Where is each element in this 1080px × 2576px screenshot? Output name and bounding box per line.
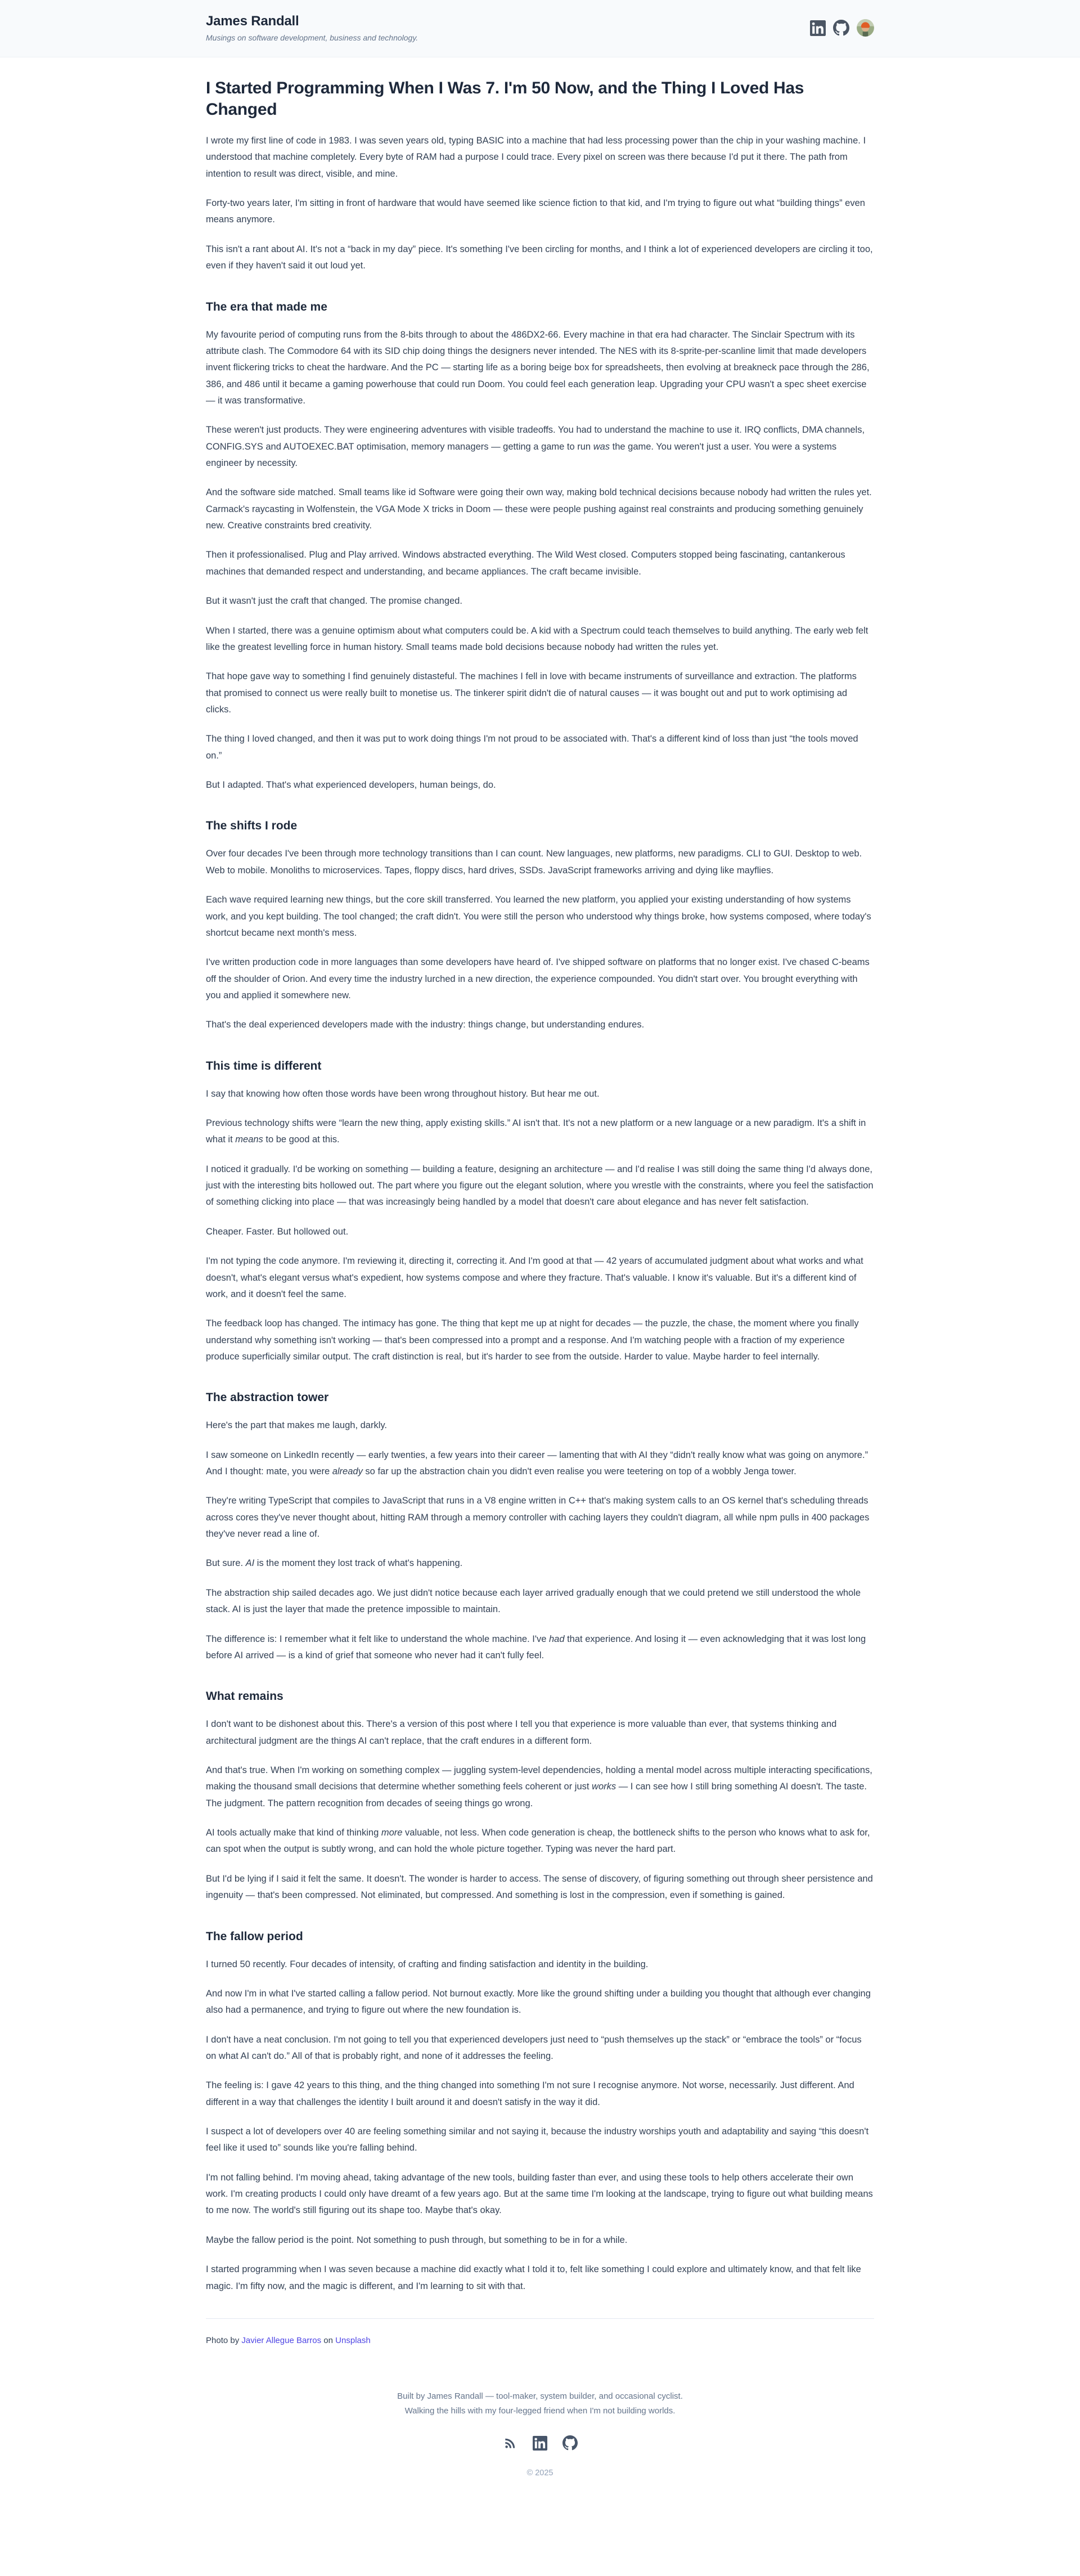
paragraph: The abstraction ship sailed decades ago. We just didn't notice because each layer arrived gradually enough that we could pretend we still understood the whole stack. AI is just the layer that made the pretence impossible to maintain. [206, 1587, 861, 1615]
section-heading: The shifts I rode [206, 819, 298, 833]
site-header [0, 0, 1080, 57]
paragraph: And the software side matched. Small teams like id Software were going their own way, making bold technical decisions because nobody had written the rules yet. Carmack's raycasting in Wolfenstein, the VGA Mode X tricks in Doom — these were people pushing against real constraints and producing something genuinely new. Creative constraints bred creativity. [206, 487, 872, 531]
paragraph: I say that knowing how often those words have been wrong throughout history. But hear me out. [206, 1088, 600, 1099]
paragraph: I suspect a lot of developers over 40 are feeling something similar and not saying it, because the industry worships youth and adaptability and saying “this doesn't feel like it used to” sounds like you're falling behind. [206, 2126, 869, 2153]
rss-icon[interactable] [503, 2436, 518, 2451]
paragraph: The feeling is: I gave 42 years to this thing, and the thing changed into something I'm not sure I recognise anymore. Not worse, necessarily. Just different. And different in a way that challenges the identity I built around it and doesn't satisfy in the way it did. [206, 2080, 854, 2107]
paragraph: I'm not falling behind. I'm moving ahead, taking advantage of the new tools, building faster than ever, and using these tools to help others accelerate their own work. I'm creating products I could only have dreamt of a few years ago. But at the same time I'm looking at the landscape, trying to figure out what building means to me now. The world's still figuring out its shape too. Maybe that's okay. [206, 2172, 873, 2216]
paragraph: Then it professionalised. Plug and Play arrived. Windows abstracted everything. The Wild West closed. Computers stopped being fascinating, cantankerous machines that demanded respect and understanding, and became appliances. The craft became invisible. [206, 550, 845, 577]
paragraph: I wrote my first line of code in 1983. I was seven years old, typing BASIC into a machine that had less processing power than the chip in your washing machine. I understood that machine completely. Every byte of RAM had a purpose I could trace. Every pixel on screen was there because I'd put it there. The path from intention to result was direct, visible, and mine. [206, 136, 866, 179]
copyright: © 2025 [526, 2469, 554, 2478]
divider [206, 2318, 874, 2319]
paragraph: I don't want to be dishonest about this. There's a version of this post where I tell you that experience is more valuable than ever, that systems thinking and architectural judgment are the things AI can't replace, that the craft endures in a different form. [206, 1719, 837, 1746]
section-heading: The abstraction tower [206, 1391, 329, 1404]
site-tagline: Musings on software development, business and technology. [206, 33, 418, 42]
header-social-links [810, 19, 874, 37]
paragraph: And now I'm in what I've started calling a fallow period. Not burnout exactly. More like the ground shifting under a building you thought that although ever changing also had a permanence, and trying to figure out where the new foundation is. [206, 1988, 871, 2016]
paragraph: Over four decades I've been through more technology transitions than I can count. New languages, new platforms, new paradigms. CLI to GUI. Desktop to web. Web to mobile. Monoliths to microservices. Tapes, floppy discs, hard drives, SSDs. JavaScript frameworks arriving and dying like mayflies. [206, 849, 862, 876]
paragraph: I saw someone on LinkedIn recently — early twenties, a few years into their career — lamenting that with AI they “didn't really know what was going on anymore.” And I thought: mate, you were already so far up the abstraction chain you didn't even realise you were teetering on top of a wobbly Jenga tower. [206, 1449, 868, 1477]
paragraph: The feedback loop has changed. The intimacy has gone. The thing that kept me up at night for decades — the puzzle, the chase, the moment where you finally understand why something isn't working — that's been compressed into a prompt and a response. And I'm watching people with a fraction of my experience produce superficially similar output. The craft distinction is real, but it's harder to see from the outside. Harder to value. Maybe harder to feel internally. [206, 1318, 859, 1362]
paragraph: But sure. AI is the moment they lost track of what's happening. [206, 1558, 463, 1569]
paragraph: Forty-two years later, I'm sitting in front of hardware that would have seemed like science fiction to that kid, and I'm trying to figure out what “building things” even means anymore. [206, 198, 865, 225]
paragraph: But I'd be lying if I said it felt the same. It doesn't. The wonder is harder to access. The sense of discovery, of figuring something out through sheer persistence and ingenuity — that's been compressed. Not eliminated, but compressed. And something is lost in the compression, even if something is gained. [206, 1873, 873, 1901]
paragraph: I don't have a neat conclusion. I'm not going to tell you that experienced developers just need to “push themselves up the stack” or “embrace the tools” or “focus on what AI can't do.” All of that is probably right, and none of it addresses the feeling. [206, 2034, 862, 2061]
section-heading: The era that made me [206, 300, 327, 313]
github-icon[interactable] [833, 20, 849, 36]
footer-social-links [206, 2435, 874, 2451]
paragraph: Here's the part that makes me laugh, darkly. [206, 1420, 387, 1431]
post-title: I Started Programming When I Was 7. I'm 50 Now, and the Thing I Loved Has Changed [206, 79, 804, 119]
paragraph: I'm not typing the code anymore. I'm reviewing it, directing it, correcting it. And I'm good at that — 42 years of accumulated judgment about what works and what doesn't, what's elegant versus what's expedient, how systems compose and where they fracture. That's valuable. I know it's valuable. But it's a different kind of work, and it doesn't feel the same. [206, 1256, 863, 1299]
paragraph: They're writing TypeScript that compiles to JavaScript that runs in a V8 engine written in C++ that's making system calls to an OS kernel that's scheduling threads across cores they've never thought about, hitting RAM through a memory controller with caching layers they couldn't diagram, all while npm pulls in 400 packages they've never read a line of. [206, 1496, 870, 1540]
linkedin-icon[interactable] [533, 2436, 547, 2451]
footer-byline: Built by James Randall — tool-maker, system builder, and occasional cyclist. [397, 2391, 683, 2401]
footer-tagline: Walking the hills with my four-legged friend when I'm not building worlds. [404, 2406, 676, 2416]
unsplash-link[interactable]: Unsplash [335, 2335, 371, 2345]
paragraph: That hope gave way to something I find genuinely distasteful. The machines I fell in love with became instruments of surveillance and extraction. The platforms that promised to connect us were really built to monetise us. The tinkerer spirit didn't die of natural causes — it was bought out and put to work optimising ad clicks. [206, 671, 857, 715]
paragraph: My favourite period of computing runs from the 8-bits through to about the 486DX2-66. Every machine in that era had character. The Sinclair Spectrum with its attribute clash. The Commodore 64 with its SID chip doing things the designers never intended. The NES with its 8-sprite-per-scanline limit that made developers invent flickering tricks to cheat the hardware. And the PC — starting life as a boring beige box for spreadsheets, then evolving at breakneck pace through the 286, 386, and 486 until it became a gaming powerhouse that could run Doom. You could feel each generation leap. Upgrading your CPU wasn't a spec sheet exercise — it was transformative. [206, 329, 870, 406]
paragraph: I noticed it gradually. I'd be working on something — building a feature, designing an architecture — and I'd realise I was still doing the same thing I'd always done, just with the interesting bits hollowed out. The part where you figure out the elegant solution, where you wrestle with the constraints, where you feel the satisfaction of something clicking into place — that was increasingly being handled by a model that doesn't care about elegance and has never felt satisfaction. [206, 1164, 874, 1208]
paragraph: Cheaper. Faster. But hollowed out. [206, 1226, 349, 1237]
avatar[interactable] [857, 19, 874, 37]
paragraph: Maybe the fallow period is the point. Not something to push through, but something to be in for a while. [206, 2234, 628, 2245]
paragraph: These weren't just products. They were engineering adventures with visible tradeoffs. You had to understand the machine to use it. IRQ conflicts, DMA channels, CONFIG.SYS and AUTOEXEC.BAT optimisation, memory managers — getting a game to run was the game. You weren't just a user. You were a systems engineer by necessity. [206, 425, 865, 469]
paragraph: But I adapted. That's what experienced developers, human beings, do. [206, 780, 496, 791]
paragraph: The thing I loved changed, and then it was put to work doing things I'm not proud to be associated with. That's a different kind of loss than just “the tools moved on.” [206, 734, 858, 761]
photo-credit-prefix: Photo by [206, 2335, 242, 2345]
paragraph: The difference is: I remember what it felt like to understand the whole machine. I've had that experience. And losing it — even acknowledging that it was lost long before AI arrived — is a kind of grief that someone who never had it can't fully feel. [206, 1633, 866, 1661]
section-heading: What remains [206, 1690, 284, 1703]
section-heading: The fallow period [206, 1929, 303, 1943]
paragraph: I've written production code in more languages than some developers have heard of. I've shipped software on platforms that no longer exist. I've chased C-beams off the shoulder of Orion. And every time the industry lurched in a new direction, the experience compounded. You didn't start over. You brought everything with you and applied it somewhere new. [206, 957, 870, 1000]
site-identity [206, 14, 418, 42]
paragraph: This isn't a rant about AI. It's not a “back in my day” piece. It's something I've been circling for months, and I think a lot of experienced developers are circling it too, even if they haven't said it out loud yet. [206, 244, 873, 271]
blog-post [192, 78, 888, 2345]
paragraph: When I started, there was a genuine optimism about what computers could be. A kid with a Spectrum could teach themselves to build anything. The early web felt like the greatest levelling force in human history. Small teams made bold decisions because nobody had written the rules yet. [206, 625, 868, 652]
paragraph: And that's true. When I'm working on something complex — juggling system-level dependencies, holding a mental model across multiple interacting specifications, making the thousand small decisions that determine whether something feels coherent or just works — I can see how I still bring something AI doesn't. The taste. The judgment. The pattern recognition from decades of seeing things go wrong. [206, 1765, 872, 1808]
paragraph: That's the deal experienced developers made with the industry: things change, but understanding endures. [206, 1020, 645, 1030]
photo-credit [206, 2336, 874, 2345]
paragraph: I started programming when I was seven because a machine did exactly what I told it to, felt like something I could explore and ultimately know, and that felt like magic. I'm fifty now, and the magic is different, and I'm learning to sit with that. [206, 2264, 861, 2291]
paragraph: I turned 50 recently. Four decades of intensity, of crafting and finding satisfaction and identity in the building. [206, 1959, 649, 1969]
site-footer [0, 2345, 1080, 2576]
paragraph: Previous technology shifts were “learn the new thing, apply existing skills.” AI isn't that. It's not a new platform or a new language or a new paradigm. It's a shift in what it means to be good at this. [206, 1118, 866, 1145]
github-icon[interactable] [562, 2435, 578, 2451]
site-title-link[interactable]: James Randall [206, 14, 299, 29]
article-body [206, 133, 874, 2295]
photo-credit-middle: on [321, 2335, 336, 2345]
paragraph: But it wasn't just the craft that changed. The promise changed. [206, 596, 462, 607]
linkedin-icon[interactable] [810, 20, 826, 36]
section-heading: This time is different [206, 1059, 322, 1072]
photo-author-link[interactable]: Javier Allegue Barros [241, 2335, 322, 2345]
main-content [0, 78, 1080, 2345]
paragraph: Each wave required learning new things, but the core skill transferred. You learned the new platform, you applied your existing understanding of how systems work, and you kept building. The tool changed; the craft didn't. You were still the person who understood why things broke, how systems composed, where today's shortcut became next month's mess. [206, 895, 871, 938]
paragraph: AI tools actually make that kind of thinking more valuable, not less. When code generation is cheap, the bottleneck shifts to the person who knows what to ask for, can spot when the output is subtly wrong, and can hold the whole picture together. Typing was never the hard part. [206, 1828, 870, 1855]
